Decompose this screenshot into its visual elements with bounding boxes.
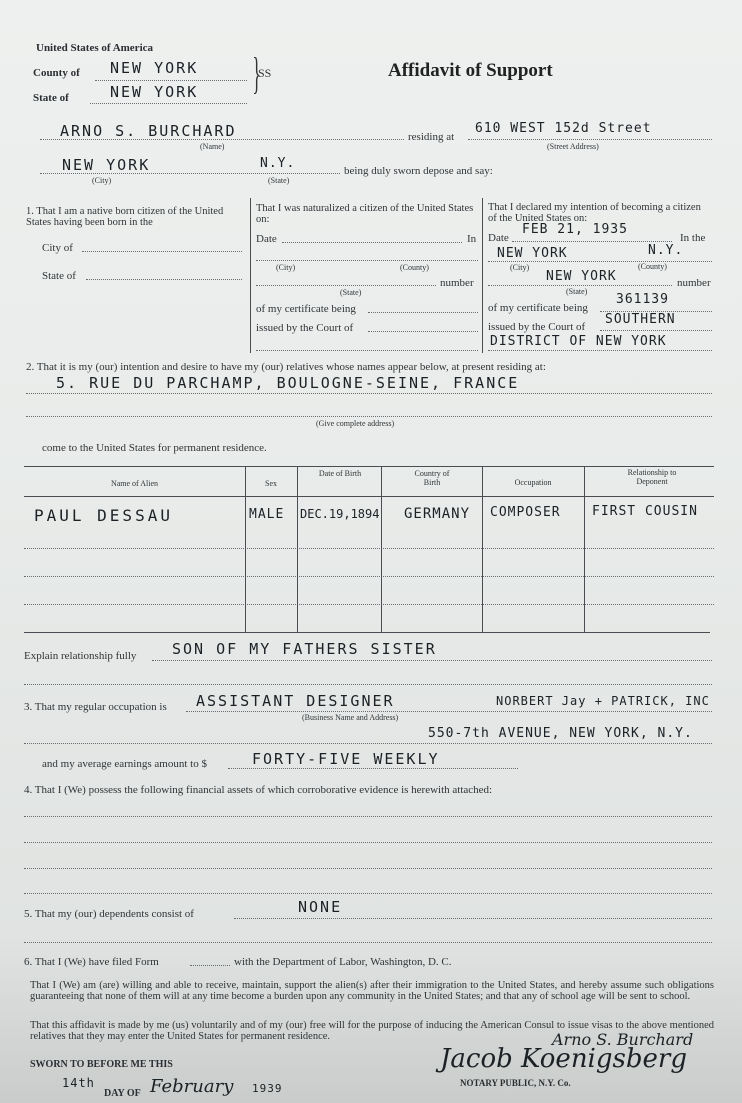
street-address: 610 WEST 152d Street (475, 121, 652, 136)
residing-label: residing at (408, 131, 455, 143)
table-row-line-2 (24, 576, 714, 577)
col3-cert-value: 361139 (616, 292, 669, 307)
naturalized-text: That I was naturalized a citizen of the United States on: (256, 203, 474, 225)
col3-date-label: Date (488, 232, 509, 244)
col2-extra-line (256, 350, 478, 351)
col3-extra-line (488, 350, 712, 351)
alien-address: 5. RUE DU PARCHAMP, BOULOGNE-SEINE, FRANCE (56, 374, 520, 392)
col3-court-value-2: DISTRICT OF NEW YORK (490, 334, 667, 349)
table-top-line (24, 466, 714, 467)
explain-value: SON OF MY FATHERS SISTER (172, 640, 437, 658)
state-label: State of (33, 92, 69, 104)
state-caption: (State) (268, 176, 290, 185)
col3-court-value: SOUTHERN (605, 312, 676, 327)
earnings-line (228, 768, 518, 769)
col2-city-caption: (City) (276, 263, 296, 272)
dependents-label: 5. That my (our) dependents consist of (24, 908, 194, 920)
notary-signature: Jacob Koenigsberg (440, 1044, 687, 1074)
brace: } (252, 49, 261, 98)
col3-cert-label: of my certificate being (488, 302, 588, 314)
col3-state-caption: (State) (566, 287, 588, 296)
table-col-line-5 (584, 466, 585, 632)
table-col-line-4 (482, 466, 483, 632)
th-occupation: Occupation (514, 478, 552, 487)
cell-country: GERMANY (404, 506, 471, 522)
cell-relationship: FIRST COUSIN (592, 504, 698, 519)
ss-label: SS (258, 66, 272, 80)
year-value: 1939 (252, 1082, 283, 1095)
col3-date-value: FEB 21, 1935 (522, 222, 628, 237)
th-dob: Date of Birth (318, 469, 362, 478)
filed-label: 6. That I (We) have filed Form (24, 956, 159, 968)
address-line-1 (26, 393, 712, 394)
notary-label: NOTARY PUBLIC, N.Y. Co. (460, 1078, 571, 1088)
county-label: County of (33, 67, 80, 79)
purpose-text: That this affidavit is made by me (us) voluntarily and of my (our) free will for the purpose of inducing the American Consul to issue visas to the above mentioned relatives that they may enter the United States for permanent residence. (30, 1020, 714, 1042)
col3-court-line (600, 330, 712, 331)
col-divider-2 (482, 198, 483, 353)
earnings-label: and my average earnings amount to $ (42, 758, 207, 770)
explain-label: Explain relationship fully (24, 650, 137, 662)
col1-state-label: State of (42, 270, 76, 282)
dependents-line (234, 918, 712, 919)
th-name: Name of Alien (110, 479, 159, 488)
assets-label: 4. That I (We) possess the following financial assets of which corroborative evidence is herewith attached: (24, 784, 493, 796)
table-bottom-line (24, 632, 710, 633)
day-value: 14th (62, 1076, 95, 1090)
city-line (40, 173, 340, 174)
table-col-line-3 (381, 466, 382, 632)
col3-city-caption: (City) (510, 263, 530, 272)
county-line (95, 80, 247, 81)
dependents-line-2 (24, 942, 712, 943)
col2-date-label: Date (256, 233, 277, 245)
col3-county-caption: (County) (638, 262, 667, 271)
col1-state-line (86, 279, 242, 280)
month-value: February (150, 1076, 234, 1097)
occupation-caption: (Business Name and Address) (302, 713, 399, 722)
willing-text: That I (We) am (are) willing and able to receive, maintain, support the alien(s) after their immigration to the United States, and hereby assume such obligations guaranteeing that none of them will at any time become a burden upon any community in the United States; and that any of school age will be sent to school. (30, 980, 714, 1002)
page-title: Affidavit of Support (388, 60, 553, 81)
filed-rest: with the Department of Labor, Washington, D. C. (234, 956, 452, 968)
cell-dob: DEC.19,1894 (300, 507, 380, 521)
name-line (40, 139, 404, 140)
col2-county-caption: (County) (400, 263, 429, 272)
cell-occupation: COMPOSER (490, 505, 561, 520)
col3-state-value: NEW YORK (546, 269, 617, 284)
th-country: Country of Birth (414, 469, 450, 487)
table-row-line-3 (24, 604, 714, 605)
table-col-line-2 (297, 466, 298, 632)
col2-state-caption: (State) (340, 288, 362, 297)
dependents-value: NONE (298, 898, 343, 916)
table-header-line (24, 496, 714, 497)
name-caption: (Name) (200, 142, 225, 151)
col3-county-value: N.Y. (648, 243, 684, 258)
col1-city-line (82, 251, 242, 252)
table-col-line-1 (245, 466, 246, 632)
col2-city-line (256, 260, 478, 261)
filed-line (190, 965, 230, 966)
declared-text: That I declared my intention of becoming a citizen of the United States on: (488, 202, 701, 224)
assets-line-1 (24, 816, 712, 817)
col3-state-line (488, 285, 672, 286)
col3-city-value: NEW YORK (497, 246, 568, 261)
county-value: NEW YORK (110, 59, 199, 77)
col2-cert-label: of my certificate being (256, 303, 356, 315)
col2-in-label: In (467, 233, 477, 245)
street-line (468, 139, 712, 140)
col3-court-label: issued by the Court of (488, 321, 586, 333)
sworn-text: being duly sworn depose and say: (344, 165, 493, 177)
col3-in-label: In the (680, 232, 706, 244)
assets-line-3 (24, 868, 712, 869)
sworn-label: SWORN TO BEFORE ME THIS (30, 1059, 173, 1070)
employer-value: NORBERT Jay + PATRICK, INC (496, 694, 710, 708)
street-caption: (Street Address) (547, 142, 599, 151)
col-divider-1 (250, 198, 251, 353)
state-value-2: N.Y. (260, 156, 296, 171)
city-value: NEW YORK (62, 156, 151, 174)
deponent-signature: Arno S. Burchard (552, 1030, 694, 1049)
address-caption: (Give complete address) (316, 419, 395, 428)
col2-state-line (256, 285, 436, 286)
col2-number-label: number (440, 277, 474, 289)
th-sex: Sex (265, 479, 277, 488)
assets-line-2 (24, 842, 712, 843)
occupation-line (186, 711, 712, 712)
city-caption: (City) (92, 176, 112, 185)
state-line (90, 103, 247, 104)
cell-sex: MALE (249, 507, 285, 522)
address-line (24, 743, 712, 744)
come-text: come to the United States for permanent residence. (42, 442, 267, 454)
explain-line-2 (24, 684, 712, 685)
native-born-text: 1. That I am a native born citizen of the United States having been born in the (26, 206, 224, 228)
occupation-label: 3. That my regular occupation is (24, 701, 167, 713)
table-row-line-1 (24, 548, 714, 549)
th-relationship: Relationship to Deponent (627, 468, 677, 486)
col2-date-line (282, 242, 462, 243)
cell-name: PAUL DESSAU (34, 506, 173, 525)
col3-city-line (488, 261, 712, 262)
col3-number-label: number (677, 277, 711, 289)
col3-date-line (512, 241, 672, 242)
col1-city-label: City of (42, 242, 73, 254)
country-label: United States of America (36, 42, 154, 54)
col2-cert-line (368, 312, 478, 313)
day-label: DAY OF (104, 1088, 141, 1099)
intention-text: 2. That it is my (our) intention and desire to have my (our) relatives whose names appear below, at present residing at: (26, 361, 546, 373)
occupation-value: ASSISTANT DESIGNER (196, 692, 395, 710)
explain-line-1 (152, 660, 712, 661)
earnings-value: FORTY-FIVE WEEKLY (252, 750, 440, 768)
state-value: NEW YORK (110, 83, 199, 101)
col2-court-line (368, 331, 478, 332)
address-line-2 (26, 416, 712, 417)
employer-address: 550-7th AVENUE, NEW YORK, N.Y. (428, 726, 693, 741)
col2-court-label: issued by the Court of (256, 322, 354, 334)
deponent-name: ARNO S. BURCHARD (60, 122, 237, 140)
assets-line-4 (24, 893, 712, 894)
